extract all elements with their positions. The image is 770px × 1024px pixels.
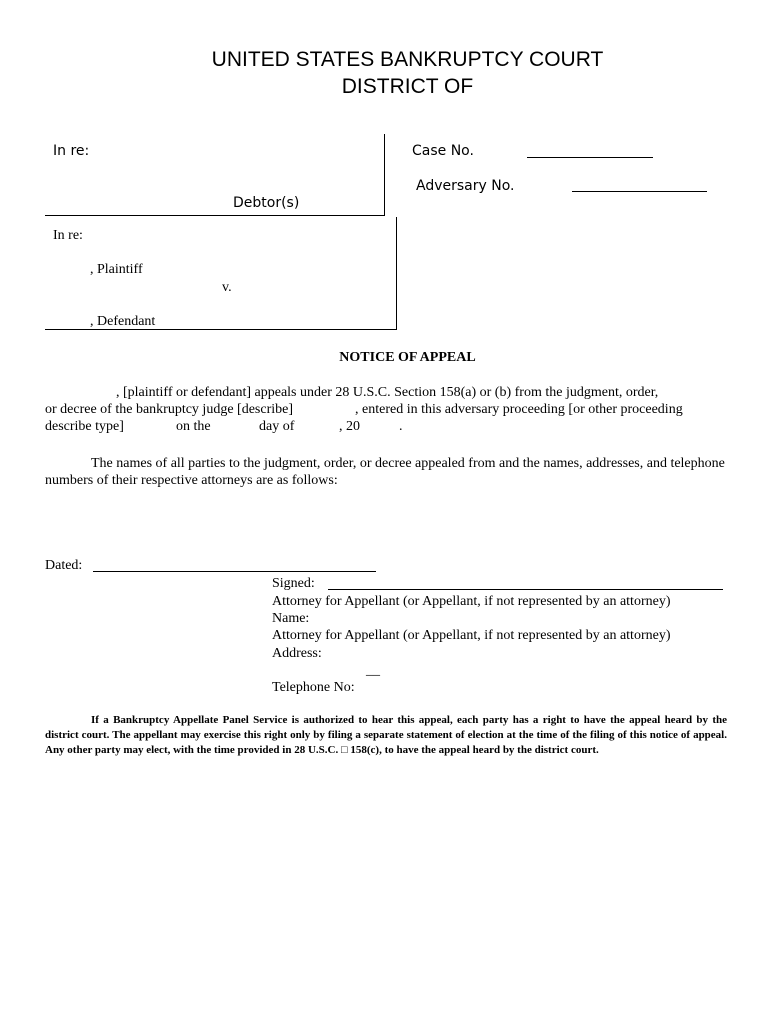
attorney-label-2: Attorney for Appellant (or Appellant, if not represented by an attorney) — [272, 628, 671, 643]
versus-label: v. — [222, 280, 232, 295]
para1-line3b: on the — [176, 419, 211, 434]
para1-line2a: or decree of the bankruptcy judge [describe] — [45, 402, 293, 417]
defendant-label: , Defendant — [90, 314, 156, 329]
para1-line3e: . — [399, 419, 403, 434]
signature-field[interactable] — [328, 589, 723, 590]
in-re-label-2: In re: — [53, 228, 83, 243]
para1-line2b: , entered in this adversary proceeding [or other proceeding — [355, 402, 683, 417]
caption-vertical-divider-2 — [396, 217, 397, 330]
footnote: If a Bankruptcy Appellate Panel Service is authorized to hear this appeal, each party has a right to have the appeal heard by the district court. The appellant may exercise this right only by filing a separate statement of election at the time of the filing of this notice of appeal. Any other party may elect, with the time provided in 28 U.S.C. □ 158(c), to have the appeal heard by the district court. — [45, 714, 727, 756]
para2: The names of all parties to the judgment, order, or decree appealed from and the names, addresses, and telephone numbers of their respective attorneys are as follows: — [45, 456, 725, 488]
district-title: DISTRICT OF — [341, 75, 474, 98]
case-no-field[interactable] — [527, 157, 653, 158]
attorney-label-1: Attorney for Appellant (or Appellant, if not represented by an attorney) — [272, 594, 671, 609]
adversary-no-field[interactable] — [572, 191, 707, 192]
plaintiff-label: , Plaintiff — [90, 262, 143, 277]
address-label: Address: — [272, 646, 322, 661]
case-no-label: Case No. — [412, 143, 474, 159]
para1-line3a: describe type] — [45, 419, 124, 434]
caption-horizontal-divider-2 — [45, 329, 397, 330]
dated-field[interactable] — [93, 571, 376, 572]
notice-title: NOTICE OF APPEAL — [339, 350, 476, 365]
signed-label: Signed: — [272, 576, 315, 591]
caption-horizontal-divider-1 — [45, 215, 385, 216]
address-dash: __ — [366, 663, 380, 678]
caption-vertical-divider-1 — [384, 134, 385, 216]
name-label: Name: — [272, 611, 310, 626]
dated-label: Dated: — [45, 558, 83, 573]
para1-line3c: day of — [259, 419, 295, 434]
para1-line1: , [plaintiff or defendant] appeals under 28 U.S.C. Section 158(a) or (b) from the judgment, order, — [116, 385, 659, 400]
para1-line3d: , 20 — [339, 419, 360, 434]
debtors-label: Debtor(s) — [233, 195, 300, 211]
telephone-label: Telephone No: — [272, 680, 355, 695]
court-title: UNITED STATES BANKRUPTCY COURT — [211, 48, 604, 71]
adversary-no-label: Adversary No. — [416, 178, 515, 194]
in-re-label-1: In re: — [53, 143, 90, 159]
